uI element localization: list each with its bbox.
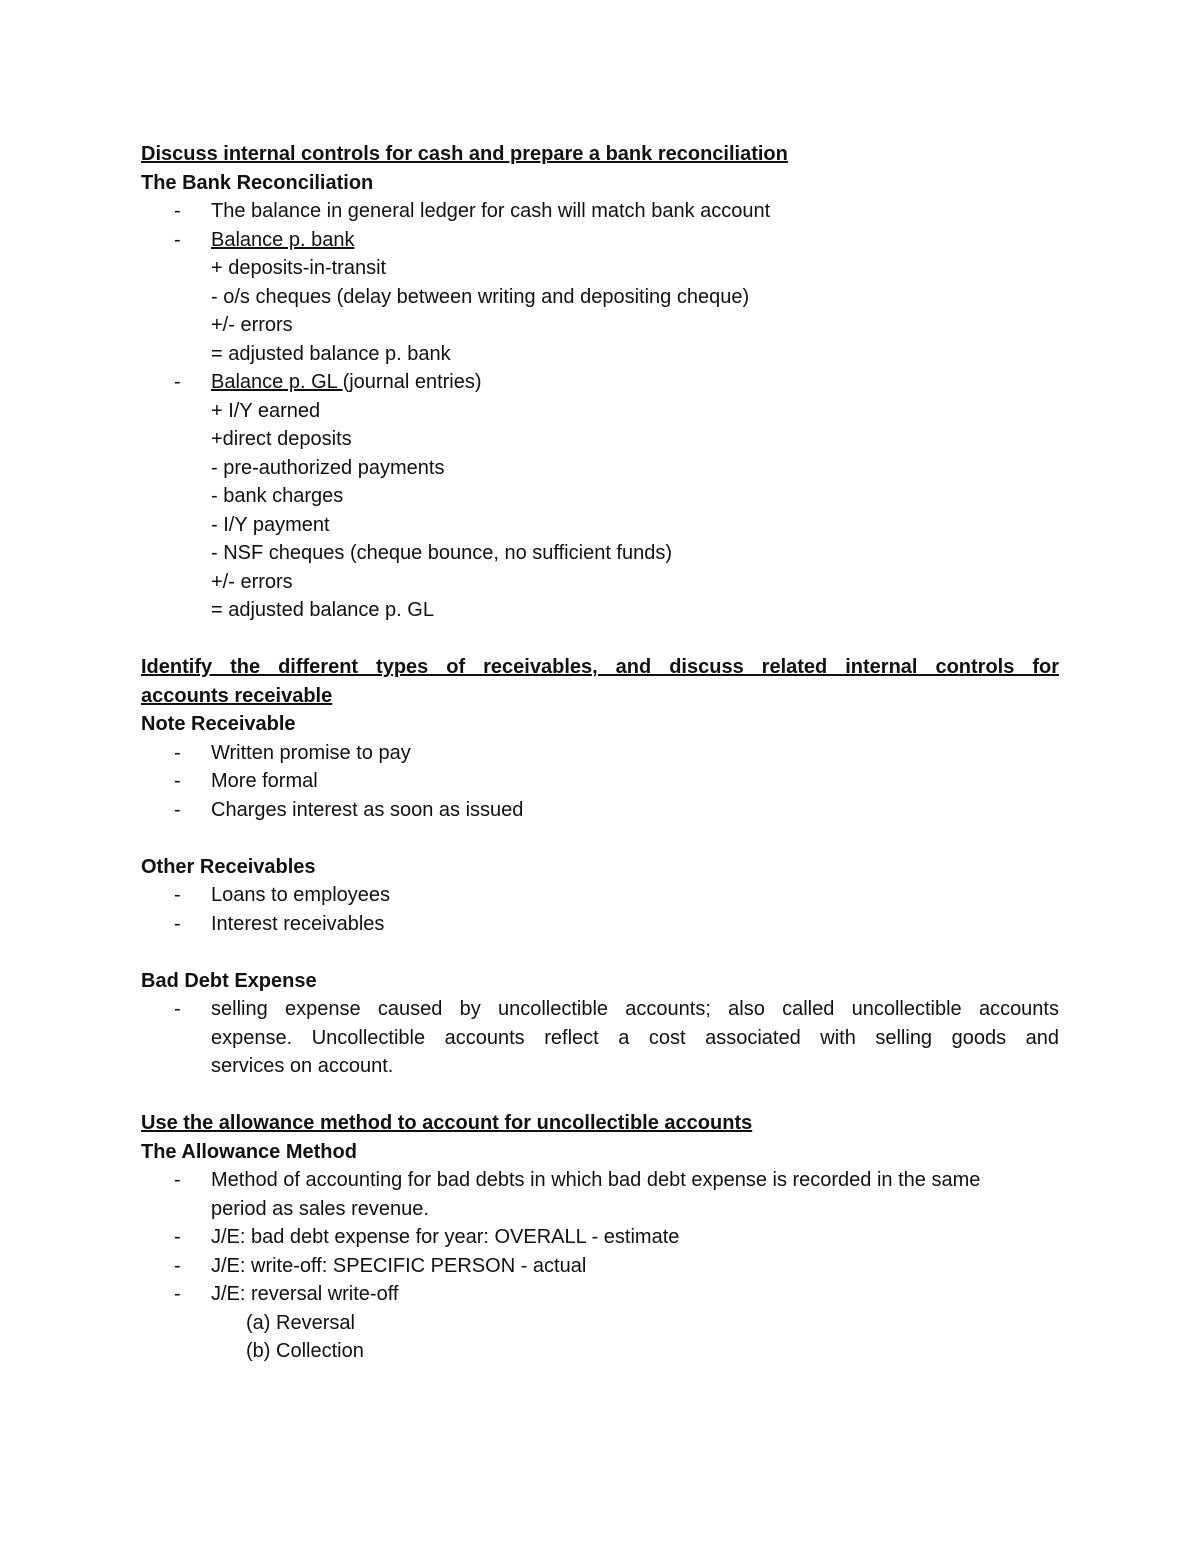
- bullet-dash: -: [174, 1226, 181, 1248]
- subheading-note-receivable: Note Receivable: [141, 713, 296, 735]
- bank-item: [141, 254, 1059, 283]
- sub-list-item: [141, 1337, 1059, 1366]
- list-item-text: More formal: [211, 770, 318, 792]
- list-item: [141, 1280, 1059, 1309]
- sub-list-item-text: (a) Reversal: [246, 1311, 355, 1334]
- allowance-text-line2: period as sales revenue.: [211, 1197, 429, 1220]
- bullet-dash: -: [174, 998, 181, 1020]
- bank-item-text: = adjusted balance p. bank: [211, 342, 451, 365]
- list-item: [141, 1252, 1059, 1281]
- sub-list-item: [141, 1309, 1059, 1338]
- bullet-dash: -: [174, 770, 181, 792]
- spacer: [141, 1081, 1059, 1110]
- gl-item-text: - bank charges: [211, 485, 344, 507]
- gl-item: [141, 568, 1059, 597]
- section-heading-receivables-line2: accounts receivable: [141, 684, 333, 707]
- balance-bank-label: Balance p. bank: [211, 228, 355, 251]
- subheading-bad-debt-expense: Bad Debt Expense: [141, 969, 317, 992]
- section-heading-cash: Discuss internal controls for cash and prepare a bank reconciliation: [141, 143, 788, 165]
- gl-item-text: +direct deposits: [211, 428, 352, 450]
- gl-item: [141, 425, 1059, 454]
- bullet-dash: -: [174, 884, 181, 906]
- list-item-text: The balance in general ledger for cash will match bank account: [211, 200, 771, 222]
- sub-list-item-text: (b) Collection: [246, 1340, 364, 1362]
- balance-gl-label: Balance p. GL: [211, 371, 343, 393]
- list-item: [141, 739, 1059, 768]
- section-heading-receivables-line1: Identify the different types of receivables, and discuss related internal controls for: [141, 656, 1059, 678]
- bank-item-text: +/- errors: [211, 314, 293, 336]
- bullet-dash: -: [174, 798, 181, 821]
- gl-item: [141, 539, 1059, 568]
- list-item: [141, 368, 1059, 397]
- bank-item: [141, 283, 1059, 312]
- list-item-text: Charges interest as soon as issued: [211, 798, 524, 821]
- list-item: [141, 767, 1059, 796]
- gl-item-text: = adjusted balance p. GL: [211, 599, 434, 621]
- list-item: [141, 1166, 1059, 1223]
- bullet-dash: -: [174, 228, 181, 251]
- allowance-text-line1: Method of accounting for bad debts in which bad debt expense is recorded in the same: [211, 1169, 981, 1191]
- balance-gl-note: (journal entries): [342, 371, 482, 393]
- list-item-text: J/E: reversal write-off: [211, 1283, 399, 1305]
- gl-item: [141, 596, 1059, 625]
- bullet-dash: -: [174, 741, 181, 764]
- gl-item-text: - I/Y payment: [211, 513, 330, 536]
- list-item-text: Written promise to pay: [211, 741, 411, 764]
- spacer: [141, 938, 1059, 967]
- list-item: [141, 881, 1059, 910]
- bullet-dash: -: [174, 1254, 181, 1277]
- list-item: [141, 995, 1059, 1081]
- bank-item: [141, 340, 1059, 369]
- list-item-text: J/E: bad debt expense for year: OVERALL - estimate: [211, 1226, 680, 1248]
- gl-item: [141, 397, 1059, 426]
- bank-item: [141, 311, 1059, 340]
- bullet-dash: -: [174, 371, 181, 393]
- subheading-other-receivables: Other Receivables: [141, 855, 316, 878]
- list-item: [141, 1223, 1059, 1252]
- bullet-dash: -: [174, 1169, 181, 1191]
- gl-item: [141, 454, 1059, 483]
- bank-item-text: + deposits-in-transit: [211, 257, 387, 279]
- list-item: [141, 910, 1059, 939]
- gl-item-text: +/- errors: [211, 570, 293, 593]
- gl-item: [141, 482, 1059, 511]
- list-item-text: Loans to employees: [211, 884, 391, 906]
- gl-item-text: - NSF cheques (cheque bounce, no sufficient funds): [211, 542, 673, 564]
- gl-item: [141, 511, 1059, 540]
- bank-item-text: - o/s cheques (delay between writing and depositing cheque): [211, 285, 750, 308]
- spacer: [141, 824, 1059, 853]
- section-heading-allowance: Use the allowance method to account for uncollectible accounts: [141, 1112, 753, 1134]
- list-item: [141, 226, 1059, 255]
- spacer: [141, 625, 1059, 654]
- bad-debt-text-line2: expense. Uncollectible accounts reflect a cost associated with selling goods and: [211, 1026, 1059, 1049]
- bullet-dash: -: [174, 912, 181, 935]
- list-item: [141, 796, 1059, 825]
- subheading-bank-reconciliation: The Bank Reconciliation: [141, 171, 374, 194]
- document-page: [141, 140, 1059, 1366]
- gl-item-text: + I/Y earned: [211, 399, 321, 422]
- bullet-dash: -: [174, 1283, 181, 1305]
- gl-item-text: - pre-authorized payments: [211, 456, 445, 479]
- list-item-text: Interest receivables: [211, 912, 385, 935]
- subheading-allowance-method: The Allowance Method: [141, 1140, 357, 1163]
- balance-gl-line: [211, 368, 482, 397]
- list-item-text: J/E: write-off: SPECIFIC PERSON - actual: [211, 1254, 587, 1277]
- list-item: [141, 197, 1059, 226]
- bad-debt-text-line1: selling expense caused by uncollectible accounts; also called uncollectible accounts: [211, 998, 1059, 1020]
- bullet-dash: -: [174, 200, 181, 222]
- bad-debt-text-line3: services on account.: [211, 1055, 394, 1077]
